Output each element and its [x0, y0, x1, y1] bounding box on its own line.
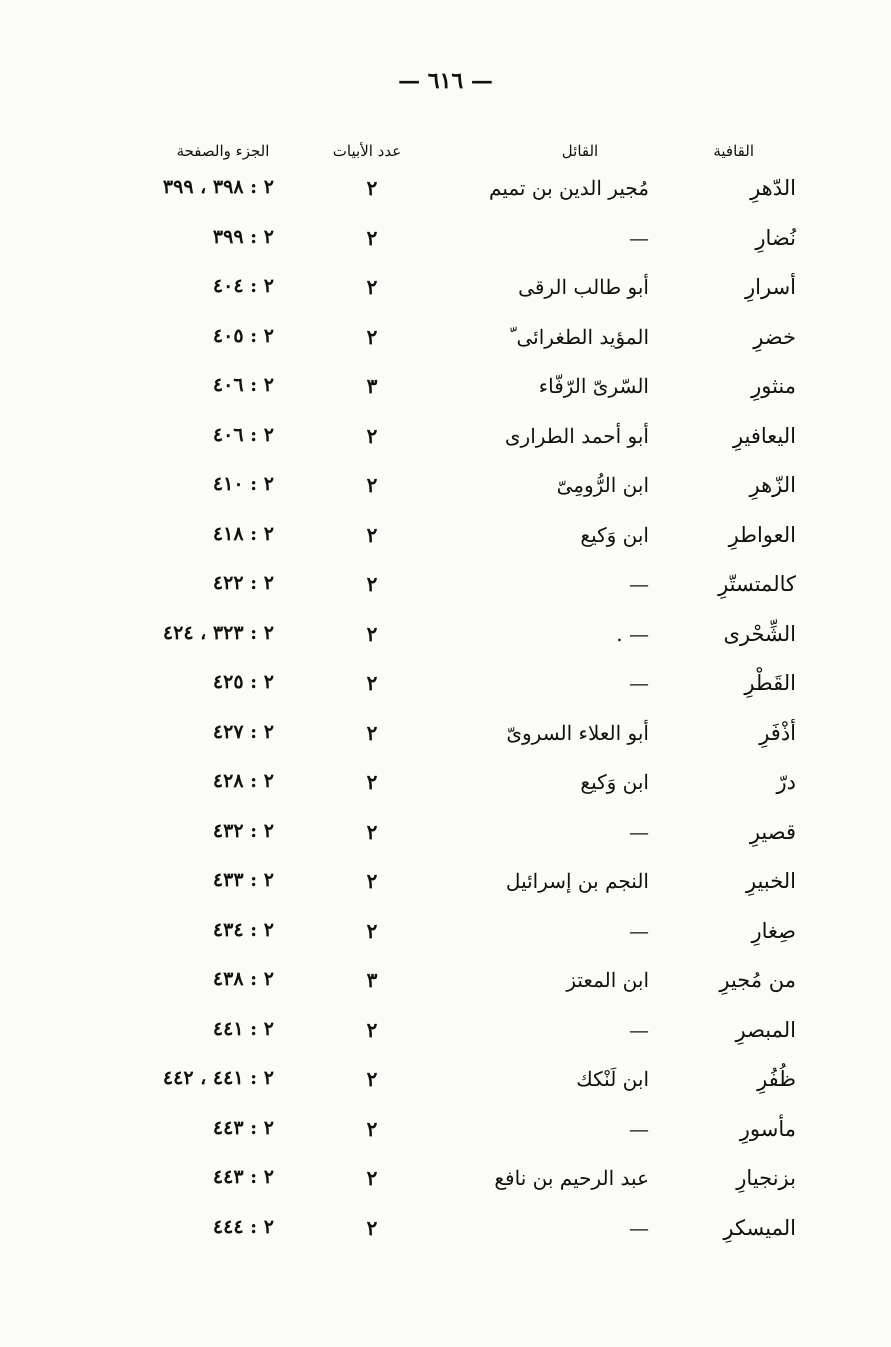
- rhyme-cell: صِغارِ: [751, 918, 796, 943]
- table-row: [0, 317, 891, 367]
- table-row: [0, 1109, 891, 1159]
- verse-count-cell: ٣: [366, 968, 378, 992]
- table-row: [0, 911, 891, 961]
- rhyme-cell: العواطرِ: [728, 522, 796, 547]
- poet-cell: —: [629, 819, 649, 844]
- rhyme-cell: منثورِ: [751, 374, 796, 398]
- verse-count-cell: ٢: [366, 324, 378, 349]
- table-row: [0, 168, 891, 218]
- poet-cell: —: [629, 572, 649, 596]
- poet-cell: المؤيد الطغرائى ّ: [510, 324, 649, 349]
- poet-cell: ابن لَنْكك: [576, 1067, 649, 1091]
- verse-count-cell: ٢: [366, 819, 378, 844]
- volume-page-cell: ٢ : ٤٢٧: [212, 720, 274, 743]
- poet-cell: أبو العلاء السروىّ: [506, 720, 649, 745]
- table-row: [0, 663, 891, 713]
- volume-page-cell: ٢ : ٤٣٤: [212, 918, 274, 941]
- verse-count-cell: ٢: [366, 1215, 378, 1240]
- verse-count-cell: ٢: [366, 869, 378, 893]
- rhyme-cell: من مُجيرِ: [719, 968, 796, 992]
- poet-cell: ابن المعتز: [566, 968, 649, 992]
- rhyme-cell: بزنجيارِ: [736, 1166, 796, 1190]
- header-volume-page: الجزء والصفحة: [176, 142, 270, 160]
- verse-count-cell: ٢: [366, 1116, 378, 1141]
- verse-count-cell: ٣: [366, 374, 378, 398]
- rhyme-cell: قصيرِ: [749, 819, 796, 844]
- volume-page-cell: ٢ : ٤٣٣: [212, 869, 274, 891]
- verse-count-cell: ٢: [366, 720, 378, 745]
- volume-page-cell: ٢ : ٤٤١ ، ٤٤٢: [162, 1067, 274, 1089]
- rhyme-cell: مأسورِ: [739, 1116, 796, 1141]
- poet-cell: ابن الرُّومِىّ: [556, 473, 649, 497]
- verse-count-cell: ٢: [366, 473, 378, 497]
- verse-count-cell: ٢: [366, 1017, 378, 1042]
- verse-count-cell: ٢: [366, 1067, 378, 1091]
- poet-cell: أبو أحمد الطرارى: [504, 423, 649, 448]
- verse-count-cell: ٢: [366, 572, 378, 596]
- verse-count-cell: ٢: [366, 522, 378, 547]
- rhyme-cell: اليعافيرِ: [732, 423, 796, 448]
- volume-page-cell: ٢ : ٤٢٢: [212, 572, 274, 594]
- rhyme-cell: نُضارِ: [755, 225, 796, 250]
- volume-page-cell: ٢ : ٤٠٥: [212, 324, 274, 347]
- table-row: [0, 1158, 891, 1208]
- verse-count-cell: ٢: [366, 176, 378, 200]
- header-qail: القائل: [561, 142, 599, 160]
- volume-page-cell: ٢ : ٤٠٤: [212, 275, 274, 297]
- rhyme-cell: الميسكرِ: [723, 1215, 796, 1240]
- page-number: — ٦١٦ —: [398, 68, 493, 94]
- table-row: [0, 1059, 891, 1109]
- poet-cell: —: [629, 1215, 649, 1240]
- table-row: [0, 812, 891, 862]
- volume-page-cell: ٢ : ٤١٠: [212, 473, 274, 495]
- rhyme-cell: الزّهرِ: [749, 473, 796, 497]
- verse-count-cell: ٢: [366, 671, 378, 695]
- poet-cell: ابن وَكيع: [580, 770, 649, 794]
- rhyme-cell: خضرِ: [753, 324, 796, 349]
- volume-page-cell: ٢ : ٤٤٣: [212, 1166, 274, 1188]
- poet-cell: السّرىّ الرّفّاء: [538, 374, 649, 398]
- poet-cell: —: [629, 918, 649, 943]
- header-qafiya: القافية: [713, 142, 754, 160]
- poet-cell: عبد الرحيم بن نافع: [494, 1166, 649, 1190]
- verse-count-cell: ٢: [366, 1166, 378, 1190]
- rhyme-cell: الدّهرِ: [750, 176, 796, 200]
- table-row: [0, 1208, 891, 1258]
- rhyme-cell: أسرارِ: [745, 275, 796, 299]
- volume-page-cell: ٢ : ٤٠٦: [212, 423, 274, 446]
- rhyme-cell: درّ: [776, 770, 796, 794]
- rhyme-cell: ظُفُرِ: [757, 1067, 796, 1091]
- table-row: [0, 713, 891, 763]
- volume-page-cell: ٢ : ٤٢٨: [212, 770, 274, 792]
- volume-page-cell: ٢ : ٤٤٣: [212, 1116, 274, 1139]
- table-row: [0, 366, 891, 416]
- table-row: [0, 762, 891, 812]
- table-row: [0, 614, 891, 664]
- rhyme-cell: القَطْرِ: [744, 671, 796, 695]
- poet-cell: —: [629, 225, 649, 250]
- volume-page-cell: ٢ : ٤٣٢: [212, 819, 274, 842]
- poet-cell: —: [629, 1116, 649, 1141]
- volume-page-cell: ٢ : ٤١٨: [212, 522, 274, 545]
- verse-count-cell: ٢: [366, 275, 378, 299]
- verse-count-cell: ٢: [366, 918, 378, 943]
- poet-cell: — .: [616, 621, 649, 646]
- rhyme-cell: المبصرِ: [735, 1017, 796, 1042]
- volume-page-cell: ٢ : ٤٤١: [212, 1017, 274, 1040]
- table-row: [0, 1010, 891, 1060]
- table-row: [0, 218, 891, 268]
- volume-page-cell: ٢ : ٤٢٥: [212, 671, 274, 693]
- table-row: [0, 960, 891, 1010]
- volume-page-cell: ٢ : ٣٢٣ ، ٤٢٤: [162, 621, 274, 644]
- table-row: [0, 861, 891, 911]
- table-row: [0, 564, 891, 614]
- volume-page-cell: ٢ : ٣٩٩: [212, 225, 274, 248]
- verse-count-cell: ٢: [366, 423, 378, 448]
- poet-cell: أبو طالب الرقى: [518, 275, 649, 299]
- volume-page-cell: ٢ : ٣٩٨ ، ٣٩٩: [162, 176, 274, 198]
- rhyme-cell: كالمتستّرِ: [718, 572, 796, 596]
- volume-page-cell: ٢ : ٤٠٦: [212, 374, 274, 396]
- rhyme-cell: الخبيرِ: [745, 869, 796, 893]
- poet-cell: النجم بن إسرائيل: [505, 869, 649, 893]
- poet-cell: مُجير الدين بن تميم: [489, 176, 649, 200]
- table-row: [0, 416, 891, 466]
- poet-cell: —: [629, 1017, 649, 1042]
- rhyme-cell: الشِّحْرى: [723, 621, 796, 646]
- poet-cell: —: [629, 671, 649, 695]
- table-row: [0, 465, 891, 515]
- header-verse-count: عدد الأبيات: [332, 142, 402, 160]
- poet-cell: ابن وَكيع: [580, 522, 649, 547]
- table-row: [0, 515, 891, 565]
- volume-page-cell: ٢ : ٤٣٨: [212, 968, 274, 990]
- index-table: [0, 168, 891, 1257]
- verse-count-cell: ٢: [366, 770, 378, 794]
- volume-page-cell: ٢ : ٤٤٤: [212, 1215, 274, 1238]
- verse-count-cell: ٢: [366, 621, 378, 646]
- rhyme-cell: أذْفَرِ: [759, 720, 796, 745]
- table-row: [0, 267, 891, 317]
- verse-count-cell: ٢: [366, 225, 378, 250]
